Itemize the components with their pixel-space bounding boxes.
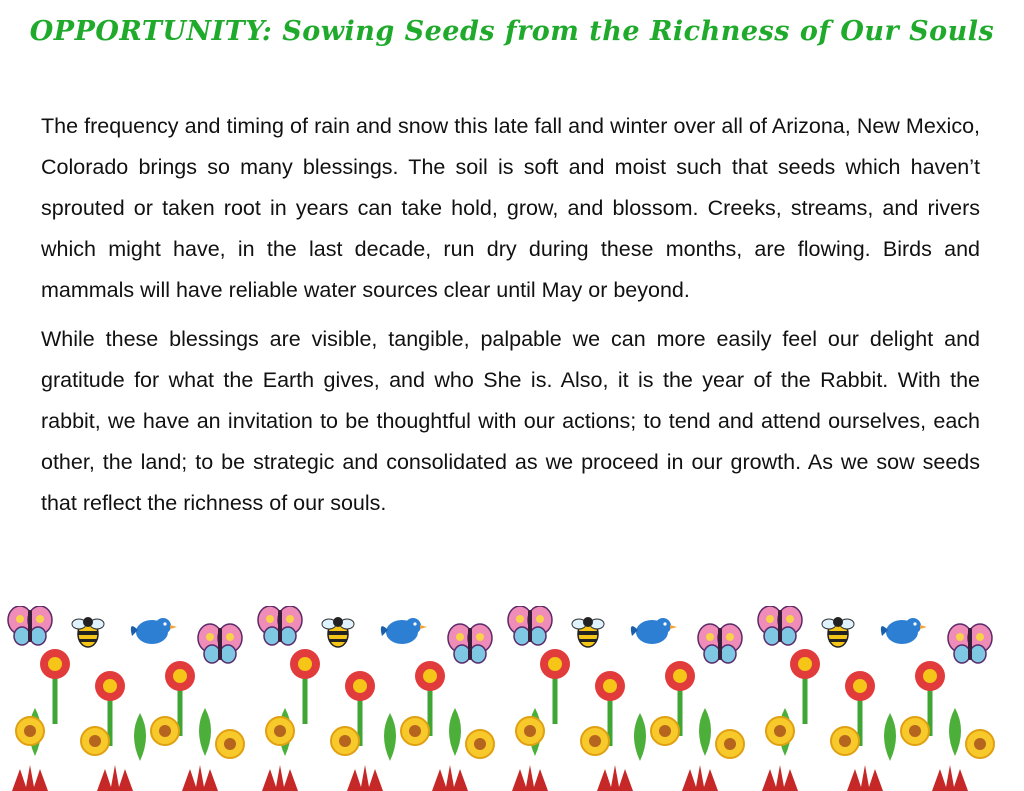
paragraph-2: While these blessings are visible, tangible, palpable we can more easily feel our delight and gratitude for what the Earth gives, and who She is. Also, it is the year of the Rabbit. With the rabbit, we have an invitation to be thoughtful with our actions; to tend and attend ourselves, each other, the land; to be strategic and consolidated as we proceed in our growth. As we sow seeds that reflect the richness of our souls. [41,327,980,515]
garden-tile [508,606,744,791]
garden-border-illustration [0,606,1024,791]
garden-tile [258,606,494,791]
paragraph-1: The frequency and timing of rain and snow this late fall and winter over all of Arizona, New Mexico, Colorado brings so many blessings. The soil is soft and moist such that seeds which haven’t sprouted or taken root in years can take hold, grow, and blossom. Creeks, streams, and rivers which might have, in the last decade, run dry during these months, are flowing. Birds and mammals will have reliable water sources clear until May or beyond. [41,114,980,302]
garden-tile [758,606,994,791]
body-text [41,106,980,532]
garden-tile [8,606,244,791]
page-title: OPPORTUNITY: Sowing Seeds from the Richness of Our Souls [29,16,995,47]
